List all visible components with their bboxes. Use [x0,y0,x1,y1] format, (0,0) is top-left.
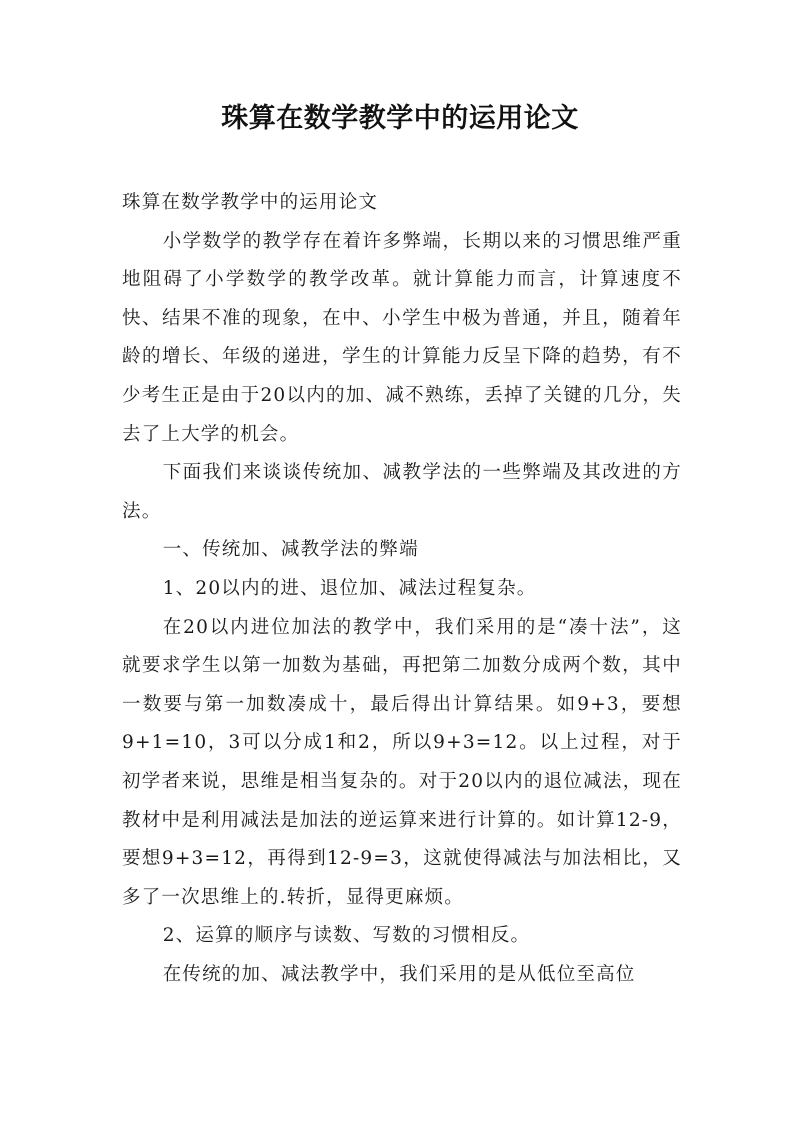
paragraph-order: 在传统的加、减法教学中，我们采用的是从低位至高位 [162,963,636,985]
paragraph-intro: 小学数学的教学存在着许多弊端，长期以来的习惯思维严重地阻碍了小学数学的教学改革。就计算能力而言，计算速度不快、结果不准的现象，在中、小学生中极为普通，并且，随着年龄的增长、年级的递进，学生的计算能力反呈下降的趋势，有不少考生正是由于20以内的加、减不熟练，丢掉了关键的几分，失去了上大学的机会。 [122,230,682,445]
paragraph-addition-method: 在20以内进位加法的教学中，我们采用的是“凑十法”，这就要求学生以第一加数为基础，再把第二加数分成两个数，其中一数要与第一加数凑成十，最后得出计算结果。如9+3，要想9+1=10，3可以分成1和2，所以9+3=12。以上过程，对于初学者来说，思维是相当复杂的。对于20以内的退位减法，现在教材中是利用减法是加法的逆运算来进行计算的。如计算12-9，要想9+3=12，再得到12-9=3，这就使得减法与加法相比，又多了一次思维上的.转折，显得更麻烦。 [122,616,682,908]
subsection-heading-1: 1、20以内的进、退位加、减法过程复杂。 [162,577,537,599]
section-heading-1: 一、传统加、减教学法的弊端 [162,539,419,561]
document-title: 珠算在数学教学中的运用论文 [221,103,579,134]
paragraph-subtitle: 珠算在数学教学中的运用论文 [122,192,379,213]
subsection-heading-2: 2、运算的顺序与读数、写数的习惯相反。 [162,925,531,947]
document-body [122,184,682,994]
paragraph-overview: 下面我们来谈谈传统加、减教学法的一些弊端及其改进的方法。 [122,462,682,522]
